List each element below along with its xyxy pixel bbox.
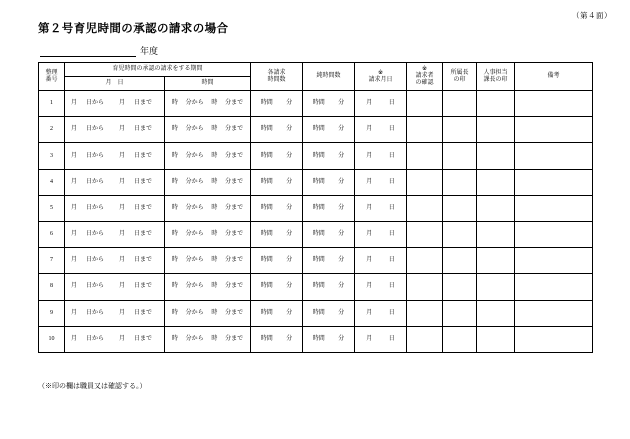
row-jinji-kacho-in[interactable]: [477, 221, 515, 247]
time-hour-to: 時: [211, 231, 218, 238]
seikyu-hour-unit: 時間: [260, 204, 273, 211]
row-date-range[interactable]: [65, 300, 165, 326]
date-month-from: 月: [71, 335, 78, 342]
date-month-to: 月: [119, 309, 126, 316]
row-jun-jikansu[interactable]: [303, 248, 355, 274]
uke-day-unit: 日: [388, 231, 395, 238]
seikyu-hour-unit: 時間: [260, 126, 273, 133]
jun-min-unit: 分: [338, 126, 345, 133]
row-time-range[interactable]: [165, 300, 251, 326]
header-shozoku-line1: 所属長: [450, 69, 469, 76]
row-time-range[interactable]: [165, 248, 251, 274]
row-date-range[interactable]: [65, 221, 165, 247]
uke-day-unit: 日: [388, 204, 395, 211]
date-day-to: 日まで: [134, 231, 153, 238]
row-seikyu-tsukihi[interactable]: [355, 195, 407, 221]
time-min-to: 分まで: [225, 100, 244, 107]
row-shozokucho-in[interactable]: [443, 248, 477, 274]
seikyu-min-unit: 分: [286, 257, 293, 264]
table-row: [39, 91, 593, 117]
time-min-to: 分まで: [225, 309, 244, 316]
row-seikyu-tsukihi[interactable]: [355, 143, 407, 169]
row-time-range[interactable]: [165, 326, 251, 352]
seikyu-hour-unit: 時間: [260, 309, 273, 316]
header-jinji-line1: 人事担当: [483, 69, 508, 76]
table-body: [39, 91, 593, 353]
time-hour-from: 時: [171, 335, 178, 342]
date-day-from: 日から: [86, 100, 105, 107]
row-seikyu-tsukihi[interactable]: [355, 221, 407, 247]
row-seikyu-jikan[interactable]: [251, 169, 303, 195]
header-kaku-line1: ※: [422, 66, 428, 73]
uke-month-unit: 月: [366, 231, 373, 238]
table-row: [39, 326, 593, 352]
row-date-range[interactable]: [65, 91, 165, 117]
row-seikyu-jikan[interactable]: [251, 248, 303, 274]
row-biko[interactable]: [515, 274, 593, 300]
row-seikyu-jikan[interactable]: [251, 274, 303, 300]
page-title: 第２号育児時間の承認の請求の場合: [38, 23, 229, 35]
uke-month-unit: 月: [366, 309, 373, 316]
row-biko[interactable]: [515, 195, 593, 221]
header-kaku-line2: 請求者: [415, 73, 434, 80]
row-biko[interactable]: [515, 169, 593, 195]
header-seikyu-tsukihi: [355, 63, 407, 91]
header-uke-line1: ※: [378, 69, 384, 76]
time-hour-from: 時: [171, 126, 178, 133]
row-jun-jikansu[interactable]: [303, 143, 355, 169]
row-seikyu-tsukihi[interactable]: [355, 326, 407, 352]
table-row: [39, 143, 593, 169]
header-kanri-line1: 整理: [45, 69, 58, 76]
row-date-range[interactable]: [65, 195, 165, 221]
row-number: 4: [39, 169, 65, 195]
time-min-from: 分から: [185, 178, 204, 185]
time-min-from: 分から: [185, 257, 204, 264]
date-day-to: 日まで: [134, 204, 153, 211]
row-biko[interactable]: [515, 248, 593, 274]
row-seikyu-tsukihi[interactable]: [355, 248, 407, 274]
seikyu-min-unit: 分: [286, 231, 293, 238]
time-hour-from: 時: [171, 231, 178, 238]
row-jun-jikansu[interactable]: [303, 326, 355, 352]
uke-day-unit: 日: [388, 283, 395, 290]
uke-day-unit: 日: [388, 309, 395, 316]
page-corner-note: （第４面）: [572, 11, 612, 20]
time-hour-from: 時: [171, 100, 178, 107]
row-time-range[interactable]: [165, 274, 251, 300]
row-seikyusha-kakunin[interactable]: [407, 91, 443, 117]
seikyu-hour-unit: 時間: [260, 335, 273, 342]
uke-day-unit: 日: [388, 100, 395, 107]
date-month-to: 月: [119, 257, 126, 264]
row-seikyu-jikan[interactable]: [251, 326, 303, 352]
date-day-from: 日から: [86, 231, 105, 238]
row-time-range[interactable]: [165, 195, 251, 221]
table-row: [39, 169, 593, 195]
row-jun-jikansu[interactable]: [303, 91, 355, 117]
time-min-to: 分まで: [225, 231, 244, 238]
table-row: [39, 117, 593, 143]
date-month-to: 月: [119, 231, 126, 238]
row-time-range[interactable]: [165, 169, 251, 195]
time-min-from: 分から: [185, 309, 204, 316]
row-number: 5: [39, 195, 65, 221]
seikyu-min-unit: 分: [286, 178, 293, 185]
time-hour-to: 時: [211, 335, 218, 342]
date-month-from: 月: [71, 152, 78, 159]
fiscal-year-blank[interactable]: [40, 44, 136, 57]
row-jun-jikansu[interactable]: [303, 117, 355, 143]
date-day-to: 日まで: [134, 283, 153, 290]
row-jinji-kacho-in[interactable]: [477, 248, 515, 274]
row-jinji-kacho-in[interactable]: [477, 300, 515, 326]
row-jun-jikansu[interactable]: [303, 221, 355, 247]
row-jun-jikansu[interactable]: [303, 274, 355, 300]
date-day-to: 日まで: [134, 257, 153, 264]
header-kanri-bango: [39, 63, 65, 91]
row-date-range[interactable]: [65, 326, 165, 352]
date-day-to: 日まで: [134, 178, 153, 185]
row-number: 9: [39, 300, 65, 326]
jun-min-unit: 分: [338, 283, 345, 290]
jun-min-unit: 分: [338, 257, 345, 264]
header-shozoku-line2: の印: [453, 76, 466, 83]
jun-hour-unit: 時間: [312, 178, 325, 185]
time-hour-to: 時: [211, 152, 218, 159]
jun-hour-unit: 時間: [312, 257, 325, 264]
date-day-from: 日から: [86, 126, 105, 133]
time-min-from: 分から: [185, 204, 204, 211]
row-biko[interactable]: [515, 117, 593, 143]
row-jun-jikansu[interactable]: [303, 300, 355, 326]
row-seikyu-tsukihi[interactable]: [355, 169, 407, 195]
row-number: 7: [39, 248, 65, 274]
row-number: 6: [39, 221, 65, 247]
jun-min-unit: 分: [338, 152, 345, 159]
jun-min-unit: 分: [338, 204, 345, 211]
row-seikyu-jikan[interactable]: [251, 143, 303, 169]
uke-month-unit: 月: [366, 152, 373, 159]
header-seikyu-line2: 時間数: [267, 76, 286, 83]
row-seikyu-tsukihi[interactable]: [355, 300, 407, 326]
seikyu-min-unit: 分: [286, 100, 293, 107]
row-shozokucho-in[interactable]: [443, 143, 477, 169]
header-shozokucho-in: [443, 63, 477, 91]
row-biko[interactable]: [515, 326, 593, 352]
time-hour-from: 時: [171, 152, 178, 159]
row-jinji-kacho-in[interactable]: [477, 326, 515, 352]
date-month-to: 月: [119, 283, 126, 290]
fiscal-year-label: 年度: [140, 46, 159, 56]
seikyu-min-unit: 分: [286, 335, 293, 342]
fiscal-year-field: [40, 44, 220, 57]
date-day-from: 日から: [86, 257, 105, 264]
row-seikyusha-kakunin[interactable]: [407, 117, 443, 143]
jun-hour-unit: 時間: [312, 100, 325, 107]
date-month-to: 月: [119, 126, 126, 133]
header-seikyusha-kakunin: [407, 63, 443, 91]
table-header-row-1: [39, 63, 593, 77]
row-seikyu-tsukihi[interactable]: [355, 274, 407, 300]
header-span-group: 育児時間の承認の請求をする期間: [65, 63, 251, 77]
row-jinji-kacho-in[interactable]: [477, 169, 515, 195]
row-shozokucho-in[interactable]: [443, 195, 477, 221]
uke-day-unit: 日: [388, 257, 395, 264]
seikyu-hour-unit: 時間: [260, 100, 273, 107]
header-kanri-line2: 番号: [45, 76, 58, 83]
date-day-to: 日まで: [134, 152, 153, 159]
row-time-range[interactable]: [165, 117, 251, 143]
footnote: （※印の欄は職員又は確認する。）: [38, 382, 147, 390]
row-biko[interactable]: [515, 300, 593, 326]
row-shozokucho-in[interactable]: [443, 117, 477, 143]
uke-day-unit: 日: [388, 126, 395, 133]
row-seikyusha-kakunin[interactable]: [407, 143, 443, 169]
row-shozokucho-in[interactable]: [443, 91, 477, 117]
row-date-range[interactable]: [65, 248, 165, 274]
time-hour-to: 時: [211, 309, 218, 316]
row-seikyu-tsukihi[interactable]: [355, 91, 407, 117]
seikyu-hour-unit: 時間: [260, 231, 273, 238]
uke-month-unit: 月: [366, 126, 373, 133]
seikyu-hour-unit: 時間: [260, 178, 273, 185]
request-table: [38, 62, 593, 353]
date-month-from: 月: [71, 100, 78, 107]
table-row: [39, 221, 593, 247]
date-month-from: 月: [71, 231, 78, 238]
jun-hour-unit: 時間: [312, 126, 325, 133]
row-seikyusha-kakunin[interactable]: [407, 248, 443, 274]
row-seikyu-tsukihi[interactable]: [355, 117, 407, 143]
date-day-from: 日から: [86, 283, 105, 290]
uke-month-unit: 月: [366, 178, 373, 185]
header-jun-jikansu: 純時間数: [303, 63, 355, 91]
time-min-to: 分まで: [225, 204, 244, 211]
jun-min-unit: 分: [338, 335, 345, 342]
time-min-to: 分まで: [225, 178, 244, 185]
time-hour-from: 時: [171, 204, 178, 211]
row-time-range[interactable]: [165, 91, 251, 117]
jun-min-unit: 分: [338, 100, 345, 107]
time-hour-from: 時: [171, 178, 178, 185]
row-seikyusha-kakunin[interactable]: [407, 274, 443, 300]
header-kaku-line3: の確認: [415, 79, 434, 86]
jun-min-unit: 分: [338, 309, 345, 316]
date-month-to: 月: [119, 100, 126, 107]
table-header: [39, 63, 593, 91]
seikyu-min-unit: 分: [286, 204, 293, 211]
date-day-to: 日まで: [134, 309, 153, 316]
time-min-to: 分まで: [225, 335, 244, 342]
time-min-to: 分まで: [225, 126, 244, 133]
date-month-from: 月: [71, 257, 78, 264]
date-month-to: 月: [119, 178, 126, 185]
row-shozokucho-in[interactable]: [443, 169, 477, 195]
row-seikyusha-kakunin[interactable]: [407, 221, 443, 247]
uke-month-unit: 月: [366, 257, 373, 264]
row-date-range[interactable]: [65, 169, 165, 195]
row-seikyu-jikan[interactable]: [251, 91, 303, 117]
row-jinji-kacho-in[interactable]: [477, 274, 515, 300]
row-jinji-kacho-in[interactable]: [477, 143, 515, 169]
jun-min-unit: 分: [338, 231, 345, 238]
row-seikyusha-kakunin[interactable]: [407, 300, 443, 326]
row-date-range[interactable]: [65, 143, 165, 169]
date-month-to: 月: [119, 204, 126, 211]
jun-hour-unit: 時間: [312, 152, 325, 159]
row-date-range[interactable]: [65, 117, 165, 143]
time-hour-to: 時: [211, 100, 218, 107]
jun-hour-unit: 時間: [312, 231, 325, 238]
row-jun-jikansu[interactable]: [303, 195, 355, 221]
date-month-from: 月: [71, 283, 78, 290]
row-shozokucho-in[interactable]: [443, 300, 477, 326]
time-min-from: 分から: [185, 231, 204, 238]
date-month-from: 月: [71, 204, 78, 211]
time-min-from: 分から: [185, 152, 204, 159]
seikyu-min-unit: 分: [286, 309, 293, 316]
jun-min-unit: 分: [338, 178, 345, 185]
row-jun-jikansu[interactable]: [303, 169, 355, 195]
row-seikyu-jikan[interactable]: [251, 117, 303, 143]
jun-hour-unit: 時間: [312, 283, 325, 290]
row-seikyu-jikan[interactable]: [251, 300, 303, 326]
uke-day-unit: 日: [388, 335, 395, 342]
time-hour-from: 時: [171, 283, 178, 290]
row-seikyusha-kakunin[interactable]: [407, 169, 443, 195]
header-biko: 備考: [515, 63, 593, 91]
date-day-from: 日から: [86, 178, 105, 185]
row-biko[interactable]: [515, 143, 593, 169]
row-time-range[interactable]: [165, 221, 251, 247]
time-min-to: 分まで: [225, 257, 244, 264]
date-day-to: 日まで: [134, 126, 153, 133]
row-seikyusha-kakunin[interactable]: [407, 195, 443, 221]
date-day-from: 日から: [86, 152, 105, 159]
row-seikyusha-kakunin[interactable]: [407, 326, 443, 352]
table-row: [39, 300, 593, 326]
header-jinji-line2: 課長の印: [483, 76, 508, 83]
time-min-from: 分から: [185, 335, 204, 342]
row-biko[interactable]: [515, 221, 593, 247]
time-hour-from: 時: [171, 309, 178, 316]
row-number: 8: [39, 274, 65, 300]
date-day-from: 日から: [86, 309, 105, 316]
date-day-from: 日から: [86, 204, 105, 211]
row-jinji-kacho-in[interactable]: [477, 117, 515, 143]
date-month-to: 月: [119, 152, 126, 159]
row-biko[interactable]: [515, 91, 593, 117]
header-jinji-kacho-in: [477, 63, 515, 91]
time-hour-to: 時: [211, 178, 218, 185]
seikyu-hour-unit: 時間: [260, 283, 273, 290]
time-hour-to: 時: [211, 283, 218, 290]
date-month-from: 月: [71, 178, 78, 185]
time-hour-to: 時: [211, 204, 218, 211]
time-hour-to: 時: [211, 126, 218, 133]
time-min-to: 分まで: [225, 283, 244, 290]
header-seikyu-jikan: [251, 63, 303, 91]
header-span-date: 月 日: [65, 77, 165, 91]
date-month-from: 月: [71, 126, 78, 133]
row-number: 2: [39, 117, 65, 143]
seikyu-min-unit: 分: [286, 152, 293, 159]
seikyu-min-unit: 分: [286, 126, 293, 133]
table-row: [39, 248, 593, 274]
row-seikyu-jikan[interactable]: [251, 195, 303, 221]
row-seikyu-jikan[interactable]: [251, 221, 303, 247]
date-day-to: 日まで: [134, 100, 153, 107]
uke-day-unit: 日: [388, 178, 395, 185]
jun-hour-unit: 時間: [312, 335, 325, 342]
table-row: [39, 195, 593, 221]
row-shozokucho-in[interactable]: [443, 274, 477, 300]
header-uke-line2: 請求月日: [368, 76, 393, 83]
row-shozokucho-in[interactable]: [443, 326, 477, 352]
row-time-range[interactable]: [165, 143, 251, 169]
row-jinji-kacho-in[interactable]: [477, 91, 515, 117]
uke-month-unit: 月: [366, 335, 373, 342]
uke-month-unit: 月: [366, 100, 373, 107]
time-min-from: 分から: [185, 283, 204, 290]
uke-day-unit: 日: [388, 152, 395, 159]
row-shozokucho-in[interactable]: [443, 221, 477, 247]
jun-hour-unit: 時間: [312, 204, 325, 211]
date-day-from: 日から: [86, 335, 105, 342]
date-month-to: 月: [119, 335, 126, 342]
seikyu-min-unit: 分: [286, 283, 293, 290]
header-seikyu-line1: 各請求: [267, 69, 286, 76]
time-min-from: 分から: [185, 126, 204, 133]
time-min-to: 分まで: [225, 152, 244, 159]
row-date-range[interactable]: [65, 274, 165, 300]
time-min-from: 分から: [185, 100, 204, 107]
seikyu-hour-unit: 時間: [260, 152, 273, 159]
jun-hour-unit: 時間: [312, 309, 325, 316]
seikyu-hour-unit: 時間: [260, 257, 273, 264]
uke-month-unit: 月: [366, 283, 373, 290]
row-jinji-kacho-in[interactable]: [477, 195, 515, 221]
row-number: 3: [39, 143, 65, 169]
uke-month-unit: 月: [366, 204, 373, 211]
row-number: 1: [39, 91, 65, 117]
date-month-from: 月: [71, 309, 78, 316]
row-number: 10: [39, 326, 65, 352]
date-day-to: 日まで: [134, 335, 153, 342]
header-span-time: 時間: [165, 77, 251, 91]
time-hour-to: 時: [211, 257, 218, 264]
table-row: [39, 274, 593, 300]
time-hour-from: 時: [171, 257, 178, 264]
